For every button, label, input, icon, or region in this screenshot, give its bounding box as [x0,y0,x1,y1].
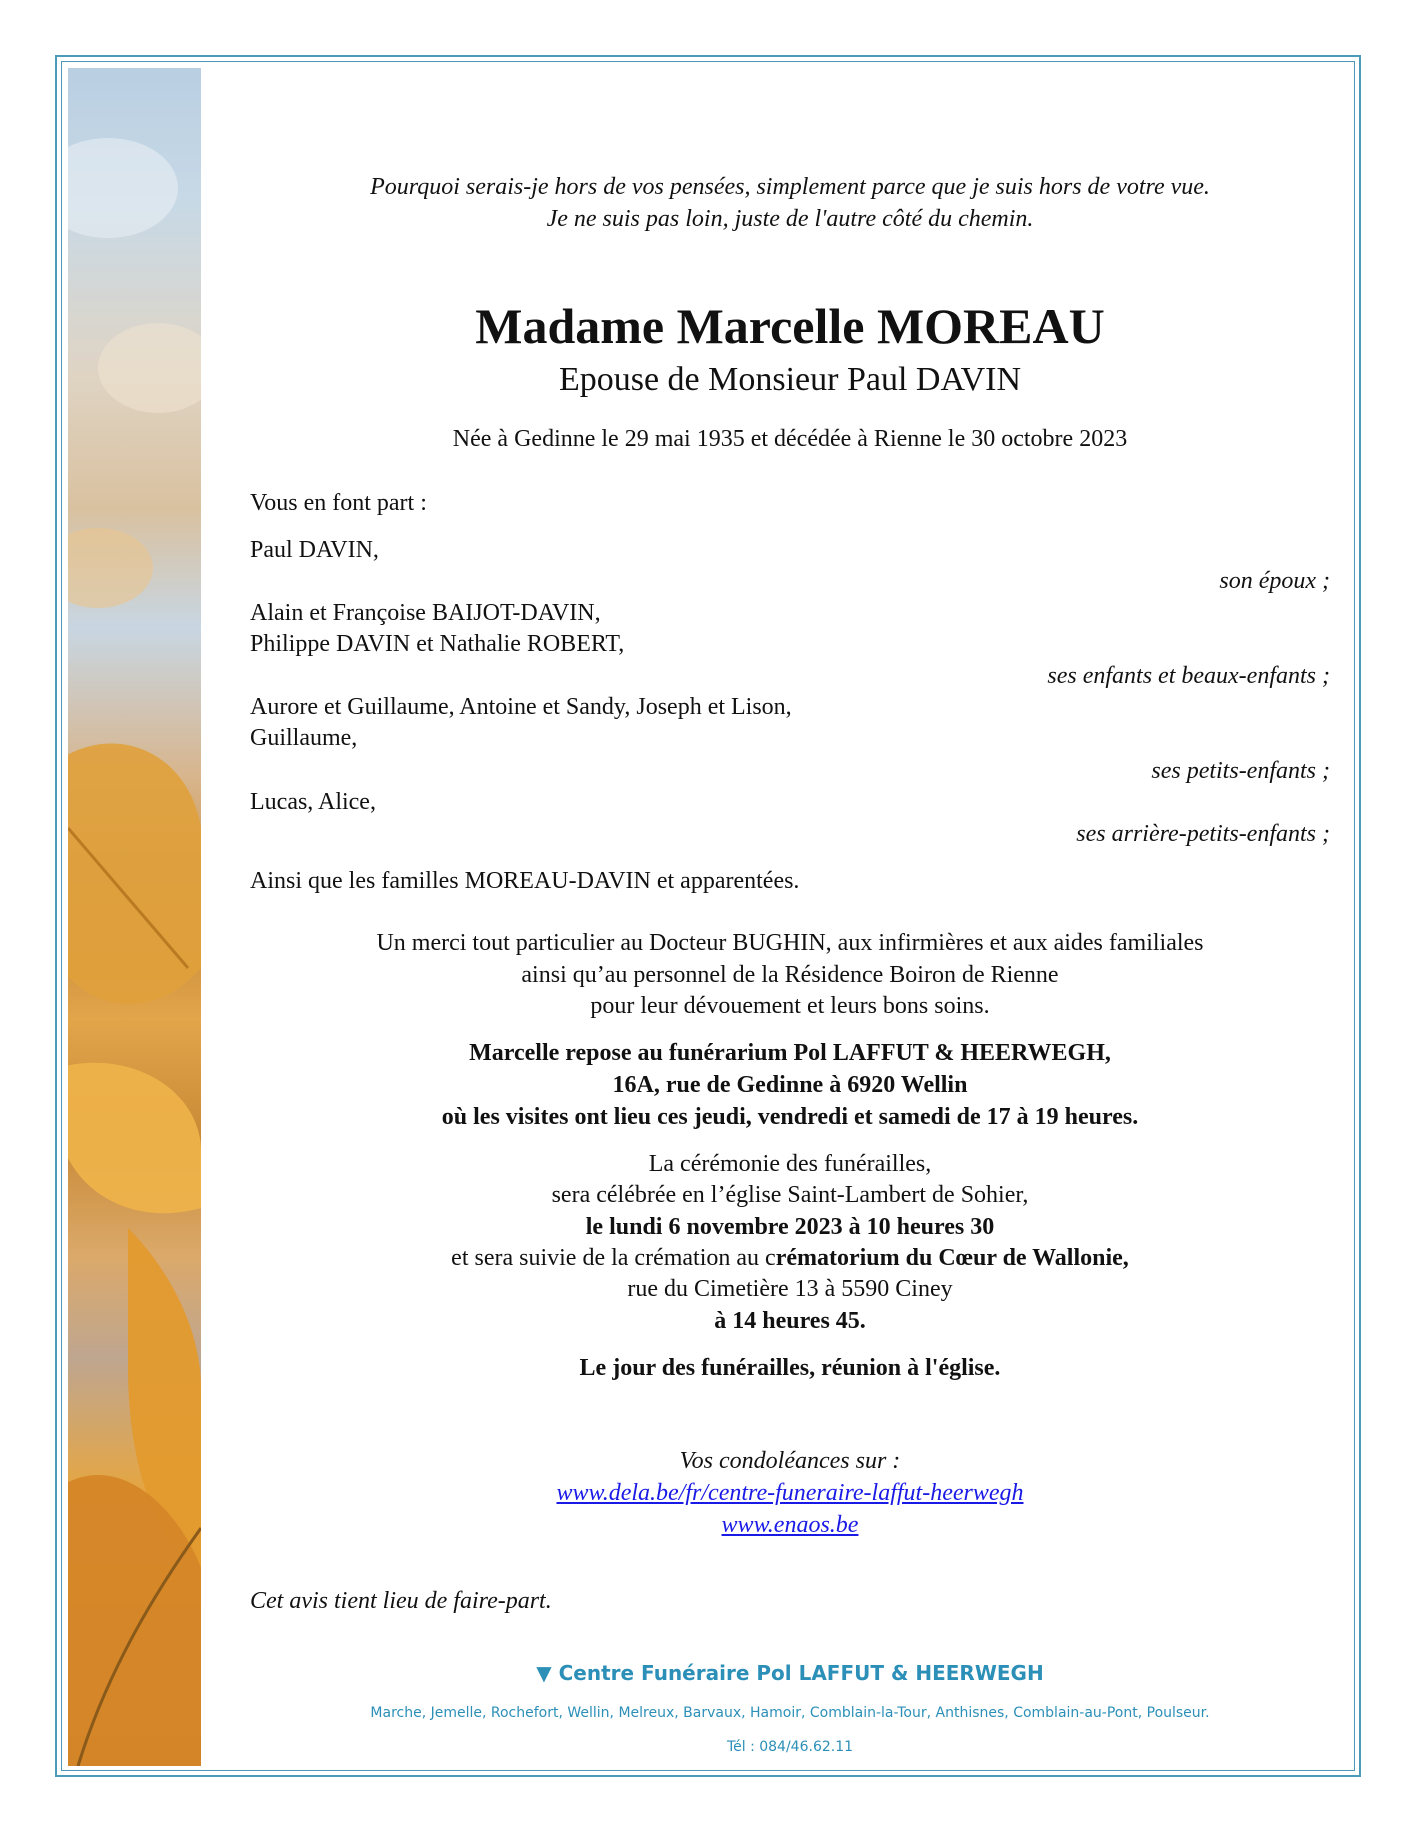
quote-line-2: Je ne suis pas loin, juste de l'autre côté du chemin. [546,206,1034,232]
footer-phone: Tél : 084/46.62.11 [726,1739,854,1755]
spouse-line: Epouse de Monsieur Paul DAVIN [558,361,1022,398]
visitation-line-2: 16A, rue de Gedinne à 6920 Wellin [612,1072,968,1098]
notice-text: Cet avis tient lieu de faire-part. [250,1588,552,1614]
autumn-leaves-image [68,68,201,1766]
cremation-prefix: et sera suivie de la crémation au c [451,1245,776,1271]
family-member: Philippe DAVIN et Nathalie ROBERT, [250,631,625,657]
thanks-line-3: pour leur dévouement et leurs bons soins. [590,993,990,1019]
relation-label: ses petits-enfants ; [1151,758,1330,784]
family-intro: Vous en font part : [250,490,427,516]
dates-line: Née à Gedinne le 29 mai 1935 et décédée à Rienne le 30 octobre 2023 [452,426,1128,452]
condolences-link-1-wrap [240,1478,1340,1508]
relation-label: ses enfants et beaux-enfants ; [1047,663,1330,689]
visitation-line-3: où les visites ont lieu ces jeudi, vendredi et samedi de 17 à 19 heures. [441,1104,1139,1130]
family-also: Ainsi que les familles MOREAU-DAVIN et apparentées. [250,868,800,894]
crematorium-name: rématorium du Cœur de Wallonie, [775,1245,1129,1271]
triangle-down-icon: ▼ [536,1661,559,1685]
ceremony-line-4 [240,1243,1340,1273]
condolences-link-enaos[interactable]: www.enaos.be [721,1512,859,1538]
relation-label: son époux ; [1219,568,1330,594]
family-member: Aurore et Guillaume, Antoine et Sandy, Joseph et Lison, [250,694,792,720]
thanks-line-2: ainsi qu’au personnel de la Résidence Boiron de Rienne [521,962,1059,988]
meeting-note: Le jour des funérailles, réunion à l'église. [579,1355,1001,1381]
ceremony-line-5: rue du Cimetière 13 à 5590 Ciney [627,1276,953,1302]
quote-line-1: Pourquoi serais-je hors de vos pensées, simplement parce que je suis hors de votre vue. [370,174,1210,200]
footer-locations: Marche, Jemelle, Rochefort, Wellin, Melreux, Barvaux, Hamoir, Comblain-la-Tour, Anthisnes, Comblain-au-Pont, Poulseur. [370,1705,1210,1721]
ceremony-line-2: sera célébrée en l’église Saint-Lambert de Sohier, [551,1182,1029,1208]
footer-company-name: Centre Funéraire Pol LAFFUT & HEERWEGH [558,1661,1044,1685]
condolences-label: Vos condoléances sur : [679,1448,901,1474]
ceremony-date: le lundi 6 novembre 2023 à 10 heures 30 [585,1214,995,1240]
family-member: Lucas, Alice, [250,789,376,815]
condolences-link-2-wrap [240,1510,1340,1540]
footer-company [240,1658,1340,1688]
family-member: Alain et Françoise BAIJOT-DAVIN, [250,600,601,626]
visitation-line-1: Marcelle repose au funérarium Pol LAFFUT & HEERWEGH, [469,1040,1111,1066]
relation-label: ses arrière-petits-enfants ; [1076,821,1330,847]
ceremony-line-1: La cérémonie des funérailles, [648,1151,932,1177]
cremation-time: à 14 heures 45. [714,1308,866,1334]
condolences-link-dela[interactable]: www.dela.be/fr/centre-funeraire-laffut-heerwegh [556,1480,1024,1506]
thanks-line-1: Un merci tout particulier au Docteur BUGHIN, aux infirmières et aux aides familiales [376,930,1204,956]
deceased-name: Madame Marcelle MOREAU [475,298,1105,354]
family-member: Paul DAVIN, [250,537,379,563]
family-member: Guillaume, [250,725,358,751]
